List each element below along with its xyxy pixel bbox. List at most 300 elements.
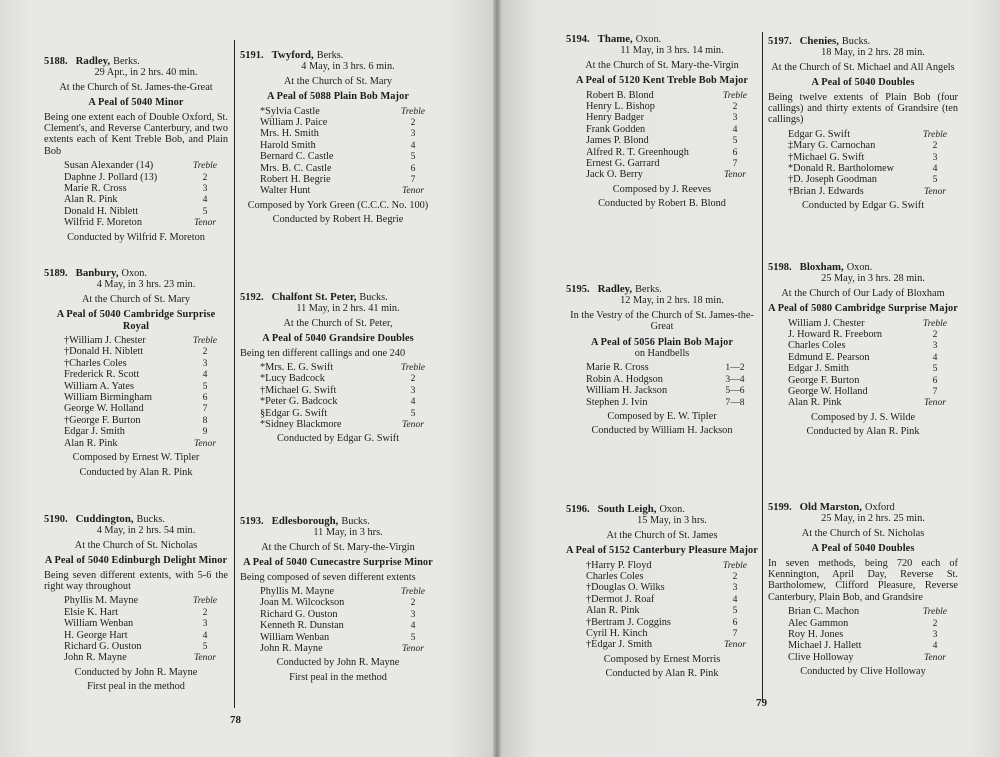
ringer-bell: Tenor (401, 419, 425, 431)
ringer-bell: 4 (202, 194, 208, 206)
peal-location: At the Church of Our Lady of Bloxham (781, 287, 945, 299)
ringer-name: Edgar J. Smith (64, 426, 125, 438)
ringer-bell: 5 (932, 363, 938, 375)
ringer-name: Robert B. Blond (586, 89, 654, 101)
ringer-bell: 3 (932, 340, 938, 352)
peal-date: 29 Apr., in 2 hrs. 40 min. (94, 67, 198, 79)
ringer-row (788, 375, 952, 386)
ringer-list (240, 106, 436, 197)
ringer-bell: 2 (202, 346, 208, 358)
ringer-name: Edmund E. Pearson (788, 351, 870, 363)
ringer-name: Alfred R. T. Greenhough (586, 146, 689, 158)
ringer-name: George W. Holland (64, 403, 144, 415)
peal-entry (768, 36, 958, 212)
ringer-name: Mrs. B. C. Castle (260, 162, 332, 174)
ringer-bell: 5 (202, 205, 208, 217)
peal-entry (566, 34, 758, 210)
peal-date: 11 May, in 3 hrs. 14 min. (620, 45, 724, 57)
ringer-bell: 3 (410, 608, 416, 620)
ringer-bell: 3 (410, 128, 416, 140)
ringer-name: Alan R. Pink (788, 397, 842, 409)
peal-place: Cuddington, (75, 513, 134, 525)
column-rule-left (234, 40, 235, 708)
ringer-list (566, 560, 758, 651)
ringer-row (260, 117, 430, 128)
ringer-row (788, 318, 952, 329)
ringer-name: Ernest G. Garrard (586, 158, 660, 170)
ringer-row (586, 147, 752, 158)
ringer-row (788, 152, 952, 163)
ringer-bell: 4 (410, 620, 416, 632)
ringer-bell: Treble (922, 317, 948, 329)
peal-entry (240, 50, 436, 226)
peal-location: At the Church of St. Nicholas (74, 539, 198, 551)
ringer-name: William H. Jackson (586, 385, 668, 397)
peal-place: Twyford, (271, 49, 314, 61)
ringer-name: Joan M. Wilcockson (260, 597, 345, 609)
ringer-row (64, 335, 222, 346)
ringer-row (586, 617, 752, 628)
ringer-name: †Bertram J. Coggins (586, 616, 671, 628)
ringer-name: †Douglas O. Wilks (586, 582, 665, 594)
ringer-bell: 4 (932, 640, 938, 652)
peal-note: Conducted by Edgar G. Swift (801, 200, 925, 212)
ringer-bell: Tenor (193, 217, 217, 229)
peal-title: A Peal of 5040 Cunecastre Surprise Minor (243, 557, 433, 569)
ringer-bell: Treble (192, 160, 218, 172)
peal-place: Radley, (597, 283, 633, 295)
ringer-name: George W. Holland (788, 386, 868, 398)
peal-date: 11 May, in 2 hrs. 41 min. (296, 303, 400, 315)
peal-note: Composed by J. Reeves (612, 183, 712, 195)
peal-date: 12 May, in 2 hrs. 18 min. (620, 295, 724, 307)
ringer-name: George F. Burton (788, 374, 860, 386)
peal-place: South Leigh, (597, 503, 657, 515)
ringer-bell: 7 (732, 158, 738, 170)
peal-title: A Peal of 5040 Grandsire Doubles (262, 333, 414, 345)
peal-note: Composed by York Green (C.C.C. No. 100) (247, 199, 429, 211)
ringer-bell: Tenor (923, 185, 947, 197)
ringer-bell: 4 (932, 163, 938, 175)
ringer-name: Henry L. Bishop (586, 101, 655, 113)
peal-title: A Peal of 5040 Doubles (811, 543, 915, 555)
ringer-name: Walter Hunt (260, 185, 311, 197)
page-number-right: 79 (756, 697, 767, 709)
peal-county: Berks. (113, 56, 140, 67)
ringer-name: Alan R. Pink (586, 605, 640, 617)
peal-number: 5198. (768, 262, 792, 273)
ringer-name: Frederick R. Scott (64, 369, 140, 381)
peal-title: A Peal of 5088 Plain Bob Major (267, 91, 409, 103)
ringer-name: Stephen J. Ivin (586, 396, 648, 408)
ringer-bell: 2 (410, 597, 416, 609)
ringer-row (64, 172, 222, 183)
ringer-row (788, 163, 952, 174)
ringer-row (260, 128, 430, 139)
ringer-list (768, 606, 958, 663)
peal-place: Chalfont St. Peter, (271, 291, 357, 303)
peal-county: Berks. (316, 50, 344, 61)
ringer-bell: Tenor (193, 437, 217, 449)
ringer-name: John R. Mayne (260, 643, 323, 655)
ringer-row (260, 408, 430, 419)
ringer-row (64, 595, 222, 606)
ringer-bell: 6 (202, 392, 208, 404)
ringer-name: †Dermot J. Roaf (586, 593, 655, 605)
peal-date: 18 May, in 2 hrs. 28 min. (821, 47, 925, 59)
ringer-bell: 3 (202, 357, 208, 369)
ringer-name: Frank Godden (586, 123, 646, 135)
ringer-row (788, 386, 952, 397)
peal-place: Edlesborough, (271, 515, 339, 527)
ringer-name: Richard G. Ouston (260, 608, 338, 620)
ringer-bell: 7 (932, 386, 938, 398)
ringer-row (260, 419, 430, 430)
ringer-row (586, 158, 752, 169)
ringer-bell: 5 (202, 380, 208, 392)
peal-place: Bloxham, (799, 261, 844, 273)
ringer-row (64, 217, 222, 228)
column-rule-right (762, 32, 763, 700)
ringer-row (586, 628, 752, 639)
peal-heading (44, 268, 228, 279)
ringer-name: Kenneth R. Dunstan (260, 620, 344, 632)
peal-description: Being ten different callings and one 240 (240, 347, 406, 359)
ringer-name: William Birmingham (64, 392, 152, 404)
ringer-row (586, 397, 752, 408)
peal-place: Thame, (597, 33, 633, 45)
ringer-row (586, 374, 752, 385)
peal-entry (768, 262, 958, 438)
ringer-bell: 5 (932, 174, 938, 186)
ringer-bell: 4 (732, 593, 738, 605)
peal-note: Composed by E. W. Tipler (607, 411, 717, 423)
ringer-list (240, 586, 436, 654)
ringer-bell: Tenor (923, 397, 947, 409)
peal-place: Radley, (75, 55, 111, 67)
peal-county: Oxon. (635, 34, 662, 45)
ringer-list (240, 362, 436, 430)
ringer-list (566, 362, 758, 408)
ringer-name: Clive Holloway (788, 651, 854, 663)
ringer-row (788, 174, 952, 185)
ringer-list (768, 129, 958, 197)
ringer-row (64, 160, 222, 171)
ringer-bell: 3 (410, 384, 416, 396)
ringer-name: Henry Badger (586, 112, 645, 124)
ringer-row (260, 373, 430, 384)
peal-location: At the Church of St. Mary-the-Virgin (585, 59, 739, 71)
ringer-row (586, 135, 752, 146)
peal-number: 5193. (240, 516, 264, 527)
ringer-bell: Tenor (401, 643, 425, 655)
peal-heading (566, 504, 758, 515)
ringer-row (64, 618, 222, 629)
ringer-name: Michael J. Hallett (788, 640, 862, 652)
ringer-bell: 9 (202, 426, 208, 438)
ringer-name: Donald H. Niblett (64, 205, 139, 217)
peal-note: Conducted by William H. Jackson (591, 425, 733, 437)
ringer-bell: 3 (932, 151, 938, 163)
page-number-left: 78 (230, 714, 241, 726)
ringer-bell: Treble (192, 595, 218, 607)
ringer-name: Bernard C. Castle (260, 151, 334, 163)
peal-county: Berks. (635, 284, 662, 295)
ringer-name: Phyllis M. Mayne (260, 586, 335, 598)
peal-entry (566, 284, 758, 437)
peal-heading (240, 516, 436, 527)
ringer-name: †Michael G. Swift (260, 384, 337, 396)
ringer-row (64, 206, 222, 217)
peal-entry (566, 504, 758, 680)
ringer-bell: Treble (722, 559, 748, 571)
ringer-bell: 7—8 (725, 396, 745, 408)
ringer-name: Charles Coles (788, 340, 846, 352)
ringer-name: §Edgar G. Swift (260, 407, 328, 419)
ringer-name: †Charles Coles (64, 357, 127, 369)
ringer-bell: Tenor (401, 185, 425, 197)
ringer-name: William Wenban (260, 631, 330, 643)
ringer-row (586, 582, 752, 593)
ringer-bell: 6 (732, 146, 738, 158)
ringer-bell: 2 (410, 117, 416, 129)
ringer-row (64, 438, 222, 449)
peal-description: Being one extent each of Double Oxford, St. Clement's, and Reverse Canterbury, and two extents each of Kent Treble Bob, and Plain Bob (44, 111, 228, 157)
ringer-name: Mrs. H. Smith (260, 128, 319, 140)
ringer-row (64, 403, 222, 414)
peal-county: Oxford (865, 502, 895, 513)
ringer-row (586, 90, 752, 101)
peal-location: At the Church of St. Nicholas (801, 527, 925, 539)
ringer-row (64, 607, 222, 618)
ringer-bell: 2 (932, 329, 938, 341)
ringer-row (64, 369, 222, 380)
peal-county: Bucks. (341, 516, 370, 527)
ringer-row (260, 140, 430, 151)
ringer-name: Wilfrid F. Moreton (64, 217, 142, 229)
ringer-row (586, 362, 752, 373)
ringer-row (64, 381, 222, 392)
peal-place: Chenies, (799, 35, 839, 47)
ringer-row (586, 169, 752, 180)
peal-note: Conducted by Alan R. Pink (605, 668, 719, 680)
peal-date: 4 May, in 2 hrs. 54 min. (96, 525, 196, 537)
ringer-name: William Wenban (64, 618, 134, 630)
ringer-row (260, 185, 430, 196)
ringer-row (64, 415, 222, 426)
ringer-row (788, 129, 952, 140)
ringer-name: Marie R. Cross (586, 362, 649, 374)
ringer-row (260, 385, 430, 396)
peal-heading (566, 284, 758, 295)
ringer-name: †Harry P. Floyd (586, 559, 652, 571)
peal-location: At the Church of St. Peter, (283, 317, 393, 329)
peal-entry (768, 502, 958, 678)
peal-heading (240, 50, 436, 61)
ringer-bell: 2 (202, 606, 208, 618)
ringer-name: †Brian J. Edwards (788, 185, 864, 197)
ringer-bell: 3—4 (725, 373, 745, 385)
ringer-bell: 2 (932, 617, 938, 629)
ringer-bell: 5 (732, 605, 738, 617)
peal-number: 5189. (44, 268, 68, 279)
ringer-name: Edgar G. Swift (788, 128, 851, 140)
ringer-row (260, 620, 430, 631)
ringer-name: William J. Paice (260, 117, 328, 129)
ringer-row (586, 101, 752, 112)
ringer-row (586, 571, 752, 582)
peal-number: 5197. (768, 36, 792, 47)
ringer-name: Jack O. Berry (586, 169, 643, 181)
ringer-bell: Treble (400, 586, 426, 598)
ringer-bell: 5 (202, 641, 208, 653)
ringer-name: *Mrs. E. G. Swift (260, 362, 334, 374)
peal-entry (44, 56, 228, 243)
ringer-row (586, 124, 752, 135)
peal-note: Conducted by John R. Mayne (276, 657, 400, 669)
ringer-row (260, 174, 430, 185)
peal-note: Conducted by Robert H. Begrie (272, 214, 404, 226)
ringer-row (788, 186, 952, 197)
ringer-row (260, 396, 430, 407)
ringer-bell: 3 (202, 618, 208, 630)
ringer-name: †Donald H. Niblett (64, 346, 144, 358)
ringer-name: *Donald R. Bartholomew (788, 163, 895, 175)
ringer-bell: Treble (400, 105, 426, 117)
ringer-name: *Sylvia Castle (260, 105, 320, 117)
ringer-name: Alan R. Pink (64, 194, 118, 206)
peal-title: A Peal of 5040 Minor (88, 97, 184, 109)
peal-number: 5188. (44, 56, 68, 67)
ringer-bell: 5 (732, 135, 738, 147)
ringer-name: †George F. Burton (64, 414, 141, 426)
ringer-bell: 3 (932, 629, 938, 641)
ringer-name: Daphne J. Pollard (13) (64, 171, 158, 183)
ringer-bell: Treble (922, 128, 948, 140)
ringer-bell: 3 (732, 582, 738, 594)
ringer-row (788, 329, 952, 340)
ringer-bell: Tenor (193, 652, 217, 664)
peal-heading (566, 34, 758, 45)
ringer-bell: Treble (400, 362, 426, 374)
ringer-row (788, 606, 952, 617)
ringer-row (260, 597, 430, 608)
peal-location: At the Church of St. Mary (283, 75, 393, 87)
peal-place: Old Marston, (799, 501, 863, 513)
ringer-list (566, 90, 758, 181)
peal-heading (240, 292, 436, 303)
ringer-name: Robin A. Hodgson (586, 373, 663, 385)
ringer-list (44, 335, 228, 449)
ringer-row (64, 183, 222, 194)
peal-number: 5195. (566, 284, 590, 295)
ringer-row (64, 652, 222, 663)
ringer-row (260, 586, 430, 597)
ringer-row (64, 194, 222, 205)
ringer-row (586, 605, 752, 616)
ringer-bell: 6 (410, 162, 416, 174)
ringer-row (788, 640, 952, 651)
ringer-row (586, 594, 752, 605)
peal-entry (240, 516, 436, 683)
peal-date: 4 May, in 3 hrs. 6 min. (301, 61, 395, 73)
ringer-name: Richard G. Ouston (64, 641, 142, 653)
peal-note: First peal in the method (87, 681, 185, 693)
ringer-name: Alan R. Pink (64, 437, 118, 449)
ringer-bell: 3 (202, 183, 208, 195)
peal-entry (44, 268, 228, 478)
peal-note: Composed by Ernest W. Tipler (72, 452, 200, 464)
peal-description: Being composed of seven different extents (240, 571, 416, 583)
peal-description: In seven methods, being 720 each of Kennington, April Day, Reverse St. Bartholomew, Clifford Pleasure, Reverse Canterbury, Plain Bob, and Grandsire (768, 557, 958, 603)
ringer-name: William A. Yates (64, 380, 134, 392)
ringer-bell: 2 (732, 101, 738, 113)
peal-heading (768, 262, 958, 273)
ringer-row (788, 140, 952, 151)
book-gutter (493, 0, 501, 757)
ringer-name: Elsie K. Hart (64, 606, 119, 618)
ringer-name: William J. Chester (788, 317, 865, 329)
ringer-bell: 7 (410, 174, 416, 186)
peal-date: 15 May, in 3 hrs. (637, 515, 707, 527)
ringer-row (260, 106, 430, 117)
peal-heading (768, 502, 958, 513)
ringer-name: Marie R. Cross (64, 183, 127, 195)
peal-note: Conducted by Alan R. Pink (79, 466, 193, 478)
peal-title: A Peal of 5040 Cambridge Surprise Royal (56, 309, 216, 332)
ringer-name: Susan Alexander (14) (64, 160, 154, 172)
ringer-row (788, 618, 952, 629)
peal-number: 5196. (566, 504, 590, 515)
peal-title: A Peal of 5120 Kent Treble Bob Major (575, 75, 749, 87)
peal-heading (768, 36, 958, 47)
peal-county: Bucks. (136, 514, 165, 525)
ringer-name: †Edgar J. Smith (586, 639, 653, 651)
peal-note: Conducted by Edgar G. Swift (276, 433, 400, 445)
peal-number: 5192. (240, 292, 264, 303)
peal-number: 5199. (768, 502, 792, 513)
ringer-name: Cyril H. Kinch (586, 628, 648, 640)
ringer-name: Harold Smith (260, 139, 316, 151)
ringer-row (586, 639, 752, 650)
ringer-row (260, 151, 430, 162)
ringer-name: †Michael G. Swift (788, 151, 865, 163)
ringer-row (586, 560, 752, 571)
ringer-name: *Sidney Blackmore (260, 419, 342, 431)
peal-place: Banbury, (75, 267, 119, 279)
peal-note: Conducted by John R. Mayne (74, 666, 198, 678)
peal-note: Conducted by Clive Holloway (800, 666, 926, 678)
ringer-bell: 2 (202, 171, 208, 183)
ringer-bell: 7 (202, 403, 208, 415)
ringer-bell: Tenor (923, 651, 947, 663)
ringer-bell: 4 (410, 139, 416, 151)
ringer-bell: Treble (922, 606, 948, 618)
peal-number: 5191. (240, 50, 264, 61)
ringer-bell: 6 (932, 374, 938, 386)
ringer-row (260, 163, 430, 174)
peal-location: At the Church of St. James (606, 529, 718, 541)
peal-note: Composed by J. S. Wilde (810, 411, 916, 423)
peal-note: Conducted by Wilfrid F. Moreton (67, 231, 205, 243)
peal-date: 25 May, in 3 hrs. 28 min. (821, 273, 925, 285)
peal-subtitle: on Handbells (634, 348, 690, 360)
ringer-row (260, 362, 430, 373)
ringer-row (64, 346, 222, 357)
ringer-row (64, 426, 222, 437)
ringer-name: †William J. Chester (64, 335, 146, 347)
ringer-bell: 4 (410, 396, 416, 408)
